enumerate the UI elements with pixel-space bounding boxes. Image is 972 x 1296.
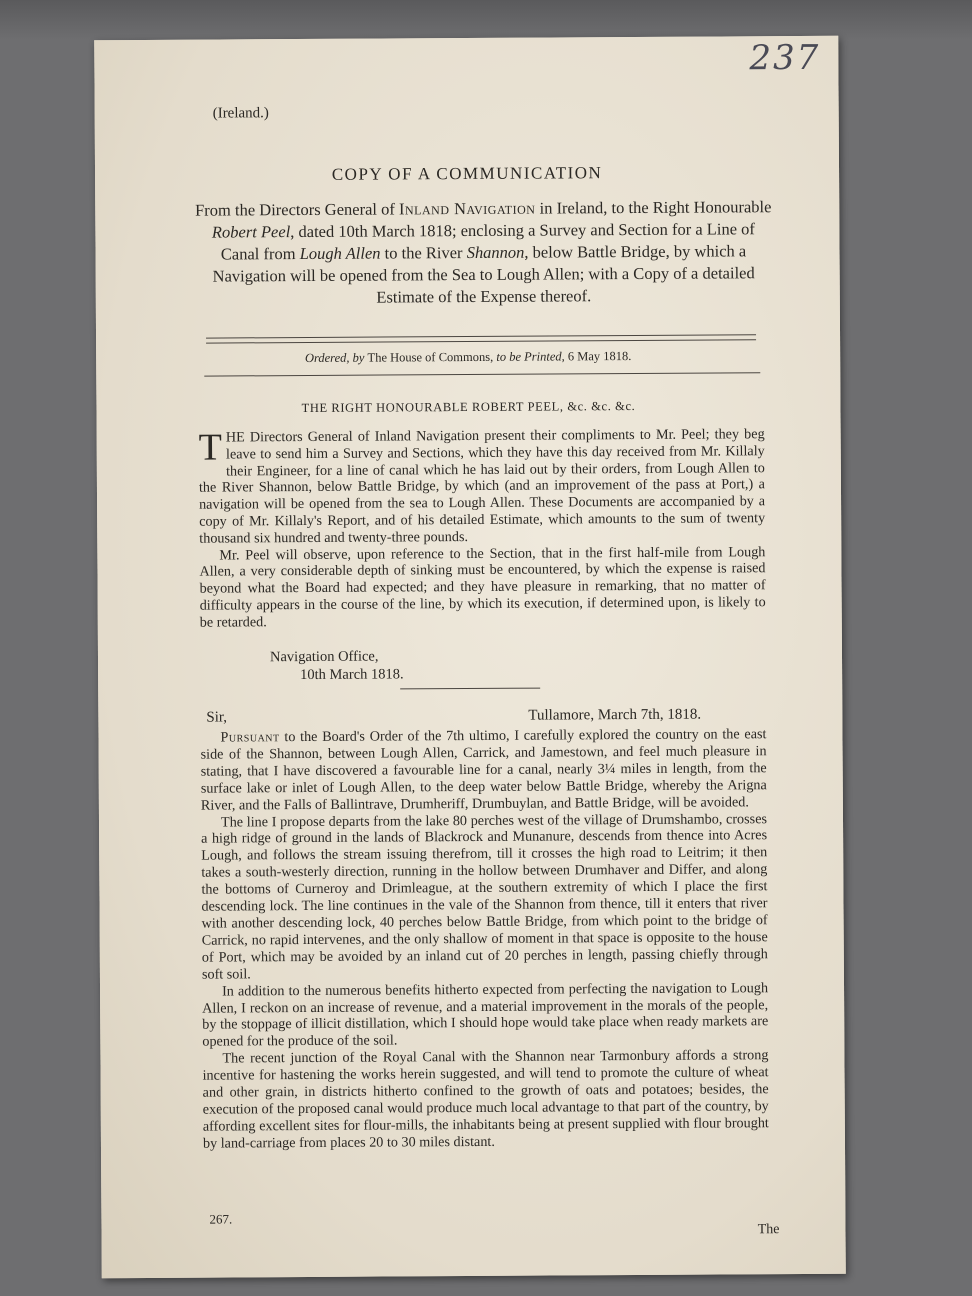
page-number: 267. [209, 1211, 233, 1227]
letter-date: 10th March 1818. [300, 666, 404, 684]
catchword: The [757, 1222, 780, 1238]
document-page [94, 36, 846, 1279]
region-label: (Ireland.) [212, 105, 269, 122]
report-paragraph: to the Board's Order of the 7th ultimo, I carefully explored the country on the east side of the Shannon, between Lough Allen, Carrick, and Jamestown, and feel much pleasure in stating, that I have discovered a favourable line for a canal, nearly 3¼ miles in length, from the surface lake or inlet of Lough Allen, to the deep water below Battle Bridge, whereby the Arigna River, and the Falls of Ballintrave, Drumheriff, Drumbuylan, and Battle Bridge, will be avoided. [200, 726, 767, 814]
report-paragraph: In addition to the numerous benefits hitherto expected from perfecting the navigation to Lough Allen, I reckon on an increase of revenue, and a material improvement in the morals of the people, by the stoppage of illicit distillation, which I should hope would take place when ready markets are opened for the produce of the soil. [202, 979, 769, 1050]
letter-paragraph: Mr. Peel will observe, upon reference to the Section, that in the first half-mile from Lough Allen, a very considerable depth of sinking must be encountered, by which the expense is raised beyond what the Board had expected; and they have pleasure in remarking, that no matter of difficulty appears in the course of the line, by which its execution, if determined upon, is likely to be retarded. [199, 543, 766, 631]
directors-letter [199, 426, 766, 631]
place-date: Tullamore, March 7th, 1818. [528, 706, 702, 724]
rule-below-order [204, 372, 760, 376]
lead-word: Pursuant [220, 729, 280, 746]
table-surface [0, 0, 972, 40]
drop-cap: T [198, 426, 223, 469]
letter-signature [270, 647, 404, 684]
engineer-report [200, 726, 769, 1152]
document-subtitle: From the Directors General of Inland Navigation in Ireland, to the Right Honourable Robert Peel, dated 10th March 1818; enclosing a Survey and Section for a Line of Canal from Lough Allen to the River Shannon, below Battle Bridge, by which a Navigation will be opened from the Sea to Lough Allen; with a Copy of a detailed Estimate of the Expense thereof. [195, 197, 772, 307]
addressee-heading: THE RIGHT HONOURABLE ROBERT PEEL, &c. &c. &c. [301, 398, 636, 416]
report-paragraph: The line I propose departs from the lake 80 perches west of the village of Drumshambo, crosses a high ridge of ground in the lands of Blackrock and Munanure, descends from thence into Acres Lough, and follows the stream issuing therefrom, till it crosses the high road to Leitrim; it then takes a south-westerly direction, running in the hollow between Drumhaver and Differ, and along the bottoms of Curneroy and Drimleague, at the southern extremity of which I place the first descending lock. The line continues in the vale of the Shannon from thence, till it enters that river with another descending lock, 40 perches below Battle Bridge, from which point to the bridge of Carrick, no rapid intervenes, and the only shallow of moment in that space is opposite to the house of Port, which may be avoided by an inland cut of 20 perches in length, passing chiefly through soft soil. [201, 810, 768, 983]
document-title: COPY OF A COMMUNICATION [331, 163, 603, 184]
ordered-line: Ordered, by The House of Commons, to be Printed, 6 May 1818. [304, 349, 632, 366]
short-rule [400, 688, 540, 690]
office-line: Navigation Office, [269, 648, 379, 666]
handwritten-page-number: 237 [749, 37, 821, 79]
letter-paragraph: HE Directors General of Inland Navigation present their compliments to Mr. Peel; they beg leave to send him a Survey and Sections, which they have this day received from Mr. Killaly their Engineer, for a line of canal which he has laid out by their orders, from Lough Allen to the River Shannon, below Battle Bridge, by which (and an improvement of the pass at Port,) a navigation will be opened from the sea to Lough Allen. These Documents are accompanied by a copy of Mr. Killaly's Report, and of his detailed Estimate, which amounts to the sum of twenty thousand six hundred and twenty-three pounds. [198, 426, 766, 547]
report-paragraph: The recent junction of the Royal Canal with the Shannon near Tarmonbury affords a strong incentive for hastening the works herein suggested, and will tend to promote the culture of wheat and other grain, in districts hitherto confined to the growth of oats and potatoes; besides, the execution of the proposed canal would produce much local advantage to that part of the country, by affording excellent sites for flour-mills, the inhabitants being at present supplied with flour brought by land-carriage from places 20 to 30 miles distant. [202, 1047, 769, 1152]
double-rule-top [206, 334, 756, 343]
salutation: Sir, [206, 709, 228, 726]
